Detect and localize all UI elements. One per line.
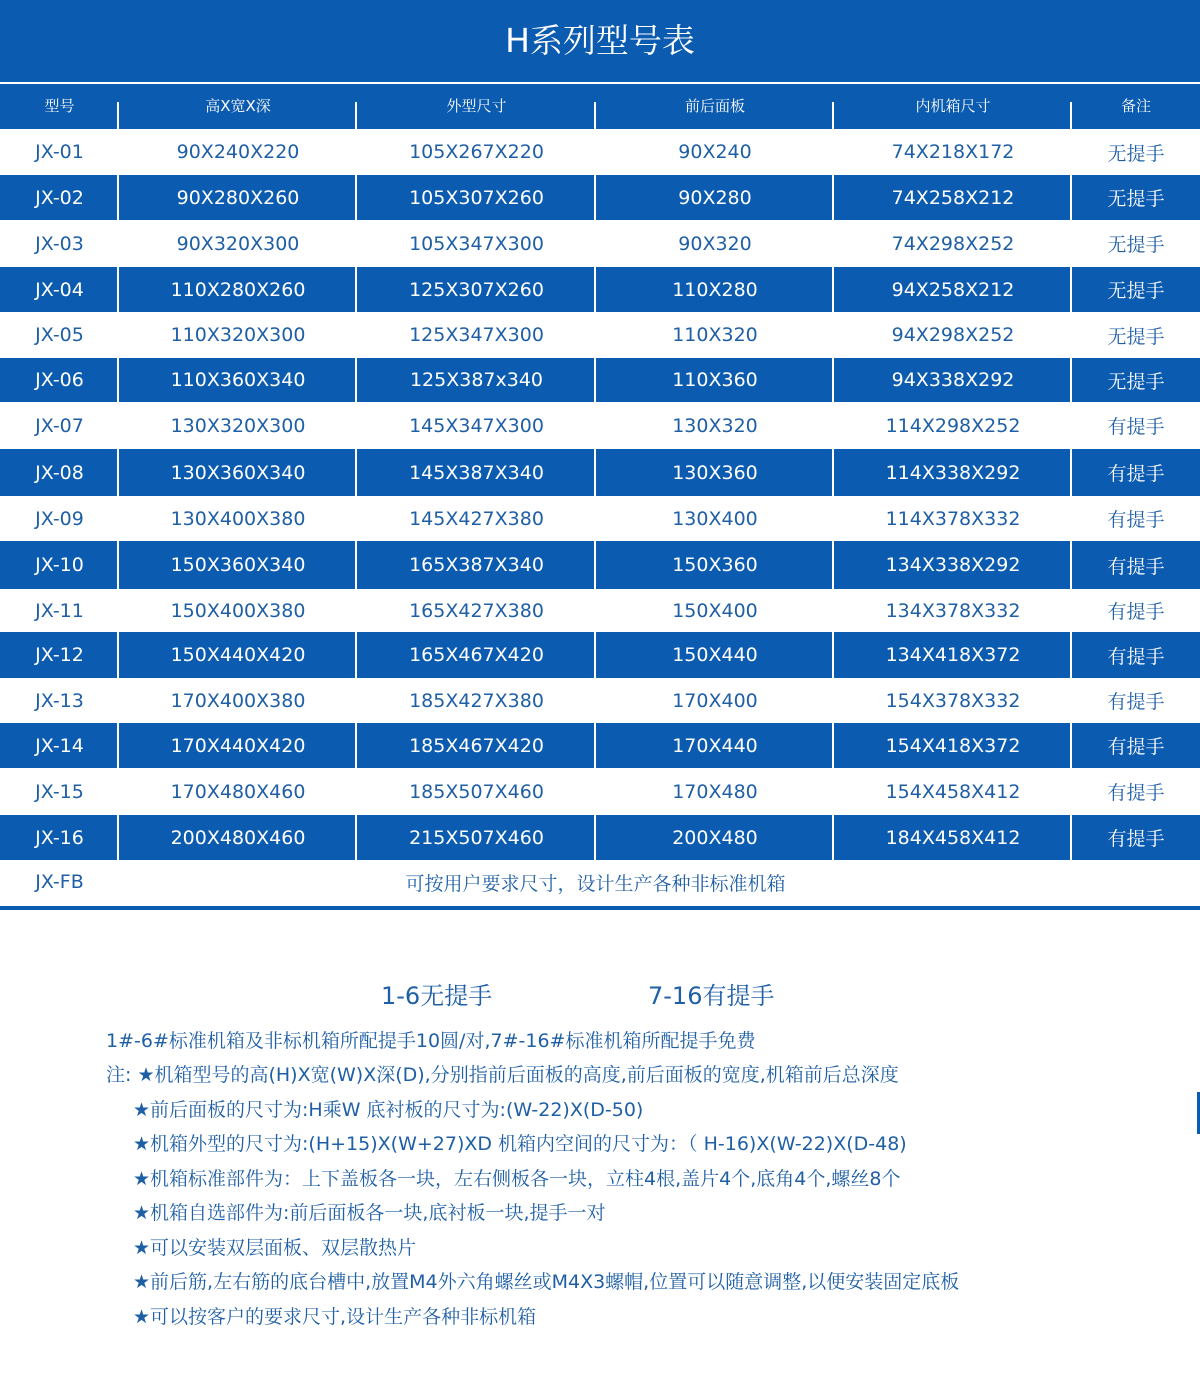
table-row <box>0 220 1200 267</box>
header-divider <box>117 102 119 129</box>
cell-front-panel: 110X320 <box>672 324 758 346</box>
cell-outer-size: 165X467X420 <box>409 644 544 666</box>
cell-outer-size: 165X387X340 <box>409 554 544 576</box>
column-divider <box>117 449 119 496</box>
cell-inner-size: 134X378X332 <box>885 599 1021 622</box>
header-outer-size: 外型尺寸 <box>446 97 507 115</box>
table-row <box>0 723 1200 768</box>
column-divider <box>832 541 834 589</box>
cell-model: JX-02 <box>35 186 84 209</box>
cell-model: JX-16 <box>35 826 84 849</box>
cell-front-panel: 130X320 <box>672 414 758 437</box>
cell-front-panel: 110X360 <box>672 369 758 391</box>
table-row <box>0 589 1200 632</box>
table-header <box>0 84 1200 129</box>
column-divider <box>117 267 119 312</box>
column-divider <box>594 449 596 496</box>
cell-model: JX-08 <box>35 461 84 484</box>
header-remark: 备注 <box>1120 97 1151 115</box>
cell-inner-size: 134X338X292 <box>885 554 1021 576</box>
cell-hwd: 110X320X300 <box>170 324 306 346</box>
cell-front-panel: 90X280 <box>678 186 752 209</box>
cell-front-panel: 130X400 <box>672 507 758 530</box>
header-hwd: 高X宽X深 <box>205 97 271 115</box>
cell-remark: 有提手 <box>1107 736 1165 758</box>
column-divider <box>594 541 596 589</box>
table-row <box>0 402 1200 449</box>
cell-inner-size: 154X458X412 <box>885 780 1021 803</box>
summary-no-handle: 1-6无提手 <box>381 982 493 1010</box>
cell-front-panel: 150X400 <box>672 599 758 622</box>
cell-model: JX-04 <box>35 278 84 301</box>
column-divider <box>117 632 119 678</box>
cell-inner-size: 94X298X252 <box>891 324 1015 346</box>
cell-outer-size: 215X507X460 <box>409 826 544 849</box>
column-divider <box>594 175 596 220</box>
column-divider <box>1070 723 1072 768</box>
column-divider <box>117 541 119 589</box>
cell-inner-size: 114X338X292 <box>885 461 1021 484</box>
cell-front-panel: 170X400 <box>672 689 758 712</box>
cell-hwd: 170X400X380 <box>170 689 306 712</box>
table-row <box>0 815 1200 860</box>
header-model: 型号 <box>44 97 75 115</box>
cell-hwd: 110X360X340 <box>170 369 306 391</box>
cell-remark: 有提手 <box>1107 782 1165 804</box>
cell-model: JX-06 <box>35 369 84 391</box>
cell-inner-size: 74X218X172 <box>891 141 1015 163</box>
cell-remark: 无提手 <box>1107 142 1165 165</box>
table-row <box>0 496 1200 541</box>
cell-outer-size: 125X347X300 <box>409 324 544 346</box>
cell-remark: 有提手 <box>1107 416 1165 438</box>
cell-front-panel: 170X480 <box>672 780 758 803</box>
cell-remark: 无提手 <box>1107 234 1165 256</box>
cell-remark: 无提手 <box>1107 188 1165 210</box>
cell-remark: 无提手 <box>1107 370 1165 393</box>
cell-front-panel: 150X360 <box>672 554 758 576</box>
cell-hwd: 90X320X300 <box>176 232 300 255</box>
table-row <box>0 632 1200 678</box>
column-divider <box>355 815 357 860</box>
table-row <box>0 129 1200 175</box>
cell-front-panel: 200X480 <box>672 826 758 849</box>
cell-inner-size: 114X378X332 <box>885 507 1021 530</box>
cell-remark: 有提手 <box>1107 509 1165 531</box>
cell-hwd: 90X240X220 <box>176 141 300 163</box>
column-divider <box>117 723 119 768</box>
column-divider <box>832 175 834 220</box>
cell-remark: 有提手 <box>1107 463 1165 485</box>
table-row <box>0 312 1200 358</box>
price-note: 1#-6#标准机箱及非标机箱所配提手10圆/对,7#-16#标准机箱所配提手免费 <box>106 1030 756 1052</box>
header-front-panel: 前后面板 <box>684 97 745 115</box>
cell-hwd: 130X400X380 <box>170 507 306 530</box>
column-divider <box>594 267 596 312</box>
cell-hwd: 150X360X340 <box>170 554 306 576</box>
note-item: ★可以按客户的要求尺寸,设计生产各种非标机箱 <box>133 1306 537 1328</box>
cell-hwd: 150X440X420 <box>170 644 306 666</box>
cell-front-panel: 110X280 <box>672 278 758 301</box>
cell-inner-size: 154X378X332 <box>885 689 1021 712</box>
column-divider <box>1070 815 1072 860</box>
cell-hwd: 170X480X460 <box>170 780 306 803</box>
cell-model: JX-12 <box>35 644 84 666</box>
column-divider <box>1070 267 1072 312</box>
cell-hwd: 170X440X420 <box>170 734 306 757</box>
header-divider <box>1070 102 1072 129</box>
cell-inner-size: 74X258X212 <box>891 186 1015 209</box>
table-row <box>0 449 1200 496</box>
cell-model: JX-05 <box>35 324 84 346</box>
cell-outer-size: 145X387X340 <box>409 461 544 484</box>
table-bottom-divider <box>0 906 1200 910</box>
note-item: ★机箱标准部件为：上下盖板各一块，左右侧板各一块，立柱4根,盖片4个,底角4个,螺丝8个 <box>133 1168 901 1190</box>
header-divider <box>355 102 357 129</box>
note-item: ★机箱自选部件为:前后面板各一块,底衬板一块,提手一对 <box>133 1202 606 1224</box>
column-divider <box>594 358 596 402</box>
cell-remark: 无提手 <box>1107 325 1165 348</box>
table-row <box>0 358 1200 402</box>
cell-remark: 有提手 <box>1107 601 1165 623</box>
column-divider <box>355 358 357 402</box>
cell-inner-size: 74X298X252 <box>891 232 1015 255</box>
cell-outer-size: 185X507X460 <box>409 780 544 803</box>
header-inner-size: 内机箱尺寸 <box>915 97 991 115</box>
cell-remark: 有提手 <box>1107 645 1165 668</box>
cell-hwd: 110X280X260 <box>170 278 306 301</box>
cell-model: JX-14 <box>35 734 84 757</box>
cell-inner-size: 94X338X292 <box>891 369 1015 391</box>
table-row-custom <box>0 860 1200 904</box>
cell-front-panel: 130X360 <box>672 461 758 484</box>
cell-model: JX-01 <box>35 141 84 163</box>
cell-front-panel: 170X440 <box>672 734 758 757</box>
cell-remark: 有提手 <box>1107 555 1165 578</box>
cell-outer-size: 185X467X420 <box>409 734 544 757</box>
column-divider <box>355 541 357 589</box>
page-title: H系列型号表 <box>0 0 1200 82</box>
column-divider <box>832 815 834 860</box>
column-divider <box>832 358 834 402</box>
cell-model: JX-11 <box>35 599 84 622</box>
cell-hwd: 150X400X380 <box>170 599 306 622</box>
cell-model: JX-13 <box>35 689 84 712</box>
summary-with-handle: 7-16有提手 <box>648 982 775 1010</box>
header-divider <box>832 102 834 129</box>
column-divider <box>117 815 119 860</box>
cell-outer-size: 125X307X260 <box>409 278 544 301</box>
cell-inner-size: 154X418X372 <box>885 734 1021 757</box>
cell-remark: 有提手 <box>1107 828 1165 850</box>
column-divider <box>1070 632 1072 678</box>
cell-outer-size: 105X267X220 <box>409 141 544 163</box>
cell-model: JX-10 <box>35 554 84 576</box>
cell-inner-size: 184X458X412 <box>885 826 1021 849</box>
cell-hwd: 200X480X460 <box>170 826 306 849</box>
note-item: ★机箱外型的尺寸为:(H+15)X(W+27)XD 机箱内空间的尺寸为：（ H-16)X(W-22)X(D-48) <box>133 1133 907 1155</box>
cell-hwd: 90X280X260 <box>176 186 300 209</box>
cell-hwd: 130X320X300 <box>170 414 306 437</box>
column-divider <box>594 632 596 678</box>
table-row <box>0 175 1200 220</box>
cell-front-panel: 90X240 <box>678 141 752 163</box>
cell-model: JX-15 <box>35 780 84 803</box>
column-divider <box>832 267 834 312</box>
cell-outer-size: 165X427X380 <box>409 599 544 622</box>
cell-remark: 无提手 <box>1107 280 1165 302</box>
table-row <box>0 541 1200 589</box>
column-divider <box>355 449 357 496</box>
cell-hwd: 130X360X340 <box>170 461 306 484</box>
column-divider <box>594 815 596 860</box>
column-divider <box>832 449 834 496</box>
column-divider <box>832 723 834 768</box>
note-item: 注: ★机箱型号的高(H)X宽(W)X深(D),分别指前后面板的高度,前后面板的宽度,机箱前后总深度 <box>106 1064 899 1086</box>
note-item: ★前后面板的尺寸为:H乘W 底衬板的尺寸为:(W-22)X(D-50) <box>133 1099 644 1121</box>
cell-model: JX-07 <box>35 414 84 437</box>
cell-outer-size: 105X347X300 <box>409 232 544 255</box>
column-divider <box>832 632 834 678</box>
column-divider <box>355 632 357 678</box>
column-divider <box>1070 175 1072 220</box>
column-divider <box>1070 358 1072 402</box>
note-item: ★可以安装双层面板、双层散热片 <box>133 1237 417 1259</box>
column-divider <box>117 358 119 402</box>
cell-outer-size: 185X427X380 <box>409 689 544 712</box>
column-divider <box>1070 449 1072 496</box>
cell-front-panel: 90X320 <box>678 232 752 255</box>
column-divider <box>355 175 357 220</box>
cell-outer-size: 145X427X380 <box>409 507 544 530</box>
cell-outer-size: 145X347X300 <box>409 414 544 437</box>
cell-front-panel: 150X440 <box>672 644 758 666</box>
column-divider <box>117 175 119 220</box>
table-row <box>0 267 1200 312</box>
column-divider <box>594 723 596 768</box>
table-row <box>0 678 1200 723</box>
cell-model: JX-09 <box>35 507 84 530</box>
column-divider <box>355 267 357 312</box>
cell-model: JX-FB <box>35 871 84 893</box>
cell-remark: 有提手 <box>1107 691 1165 713</box>
cell-outer-size: 125X387x340 <box>409 369 544 391</box>
cell-inner-size: 94X258X212 <box>891 278 1015 301</box>
table-row <box>0 768 1200 815</box>
note-item: ★前后筋,左右筋的底台槽中,放置M4外六角螺丝或M4X3螺帽,位置可以随意调整,以便安装固定底板 <box>133 1271 960 1293</box>
header-divider <box>594 102 596 129</box>
cell-custom-text: 可按用户要求尺寸，设计生产各种非标准机箱 <box>405 872 786 895</box>
column-divider <box>355 723 357 768</box>
cell-outer-size: 105X307X260 <box>409 186 544 209</box>
column-divider <box>1070 541 1072 589</box>
cell-inner-size: 134X418X372 <box>885 644 1021 666</box>
cell-inner-size: 114X298X252 <box>885 414 1021 437</box>
cell-model: JX-03 <box>35 232 84 255</box>
